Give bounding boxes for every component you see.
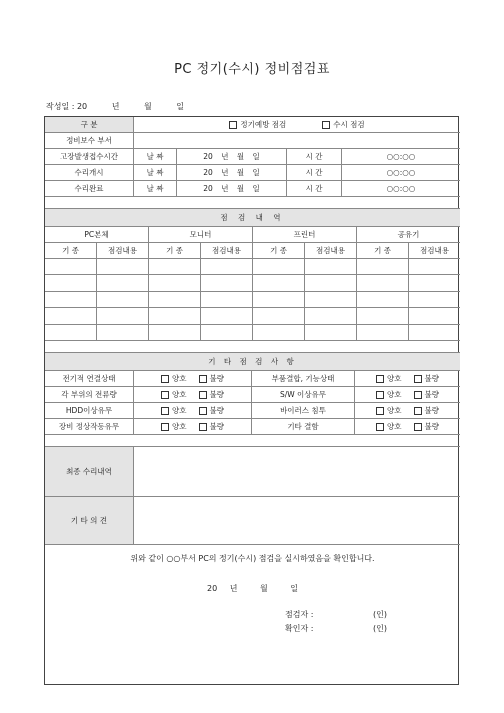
inspection-heading: 점 검 내 역 (45, 209, 460, 227)
checkbox-icon[interactable] (229, 121, 237, 129)
good-option[interactable] (376, 389, 402, 400)
dept-value[interactable] (134, 133, 460, 149)
bad-option[interactable] (414, 373, 440, 384)
inspection-cell[interactable] (149, 259, 201, 275)
date-label: 날 짜 (134, 181, 177, 197)
inspection-subcol-header: 점검내용 (409, 243, 460, 259)
checkbox-icon[interactable] (161, 391, 169, 399)
inspection-cell[interactable] (45, 292, 97, 308)
checkbox-icon[interactable] (161, 423, 169, 431)
bad-label: 불량 (209, 390, 224, 399)
time-label: 시 간 (287, 181, 342, 197)
checkbox-icon[interactable] (199, 407, 207, 415)
inspection-cell[interactable] (253, 308, 305, 324)
regular-option[interactable] (229, 119, 286, 130)
written-date-day: 일 (176, 102, 184, 111)
good-option[interactable] (161, 373, 187, 384)
good-option[interactable] (376, 373, 402, 384)
bad-option[interactable] (414, 405, 440, 416)
inspection-cell[interactable] (305, 308, 357, 324)
inspection-cell[interactable] (409, 325, 460, 341)
inspection-cell[interactable] (97, 325, 149, 341)
inspection-cell[interactable] (253, 275, 305, 291)
checkbox-icon[interactable] (322, 121, 330, 129)
category-label: 구 분 (45, 117, 134, 133)
bad-option[interactable] (199, 389, 225, 400)
other-item-check (134, 419, 252, 435)
inspection-cell[interactable] (201, 292, 253, 308)
inspection-cell[interactable] (357, 292, 409, 308)
good-label: 양호 (172, 390, 187, 399)
regular-option-label: 정기예방 점검 (240, 120, 287, 129)
checkbox-icon[interactable] (199, 375, 207, 383)
other-item-check (134, 403, 252, 419)
confirmer-label: 확인자 : (285, 624, 314, 633)
inspection-cell[interactable] (253, 292, 305, 308)
time-label: 시 간 (287, 165, 342, 181)
good-option[interactable] (161, 389, 187, 400)
inspection-cell[interactable] (201, 259, 253, 275)
bad-option[interactable] (414, 389, 440, 400)
bad-label: 불량 (209, 406, 224, 415)
other-item-label: 바이러스 침투 (252, 403, 355, 419)
written-date-line (46, 101, 206, 112)
inspection-group-header: PC본체 (45, 227, 149, 243)
inspection-cell[interactable] (357, 308, 409, 324)
confirm-month-unit: 월 (260, 584, 268, 593)
other-item-check (355, 403, 460, 419)
inspection-subcol-header: 점검내용 (305, 243, 357, 259)
good-label: 양호 (172, 406, 187, 415)
date-label: 날 짜 (134, 149, 177, 165)
confirm-date (45, 583, 460, 594)
adhoc-option[interactable] (322, 119, 364, 130)
final-repair-field[interactable] (134, 447, 460, 497)
checkbox-icon[interactable] (199, 423, 207, 431)
inspection-cell[interactable] (201, 275, 253, 291)
bad-label: 불량 (424, 390, 439, 399)
other-item-label: 전기적 연결상태 (45, 371, 134, 387)
time-value[interactable]: ○○:○○ (342, 181, 460, 197)
bad-option[interactable] (199, 421, 225, 432)
inspection-subcol-header: 기 종 (45, 243, 97, 259)
inspection-cell[interactable] (97, 292, 149, 308)
good-option[interactable] (376, 405, 402, 416)
spacer-row (45, 341, 460, 353)
checkbox-icon[interactable] (376, 375, 384, 383)
inspection-cell[interactable] (357, 259, 409, 275)
checkbox-icon[interactable] (414, 375, 422, 383)
inspection-cell[interactable] (149, 292, 201, 308)
date-value[interactable]: 20 년 월 일 (177, 181, 287, 197)
checkbox-icon[interactable] (199, 391, 207, 399)
bad-option[interactable] (414, 421, 440, 432)
good-option[interactable] (161, 421, 187, 432)
opinion-label: 기 타 의 견 (45, 497, 134, 545)
checkbox-icon[interactable] (414, 423, 422, 431)
inspection-subcol-header: 점검내용 (201, 243, 253, 259)
confirmer-seal: (인) (373, 624, 387, 633)
bad-label: 불량 (209, 422, 224, 431)
inspection-cell[interactable] (45, 259, 97, 275)
page-title: PC 정기(수시) 정비점검표 (174, 62, 330, 77)
time-row-label: 고장발생접수시간 (45, 149, 134, 165)
inspection-cell[interactable] (149, 308, 201, 324)
checkbox-icon[interactable] (161, 407, 169, 415)
other-item-label: 부품결합, 기능상태 (252, 371, 355, 387)
inspection-subcol-header: 기 종 (149, 243, 201, 259)
inspection-cell[interactable] (201, 308, 253, 324)
inspection-group-header: 공유기 (357, 227, 460, 243)
inspection-cell[interactable] (409, 308, 460, 324)
good-label: 양호 (387, 390, 402, 399)
final-repair-label: 최종 수리내역 (45, 447, 134, 497)
inspection-cell[interactable] (45, 325, 97, 341)
confirm-day-unit: 일 (290, 584, 299, 593)
inspection-cell[interactable] (305, 325, 357, 341)
inspection-cell[interactable] (45, 308, 97, 324)
other-item-check (134, 371, 252, 387)
other-item-label: 각 부위의 전류량 (45, 387, 134, 403)
confirm-statement: 위와 같이 ○○부서 PC의 정기(수시) 점검을 실시하였음을 확인합니다. (130, 554, 375, 563)
adhoc-option-label: 수시 점검 (333, 120, 365, 129)
checkbox-icon[interactable] (376, 423, 384, 431)
inspection-cell[interactable] (357, 325, 409, 341)
inspection-cell[interactable] (409, 259, 460, 275)
good-option[interactable] (161, 405, 187, 416)
good-label: 양호 (387, 406, 402, 415)
bad-label: 불량 (424, 406, 439, 415)
inspection-form (44, 116, 459, 685)
checkbox-icon[interactable] (414, 407, 422, 415)
bad-label: 불량 (424, 374, 439, 383)
checkbox-icon[interactable] (161, 375, 169, 383)
good-label: 양호 (172, 422, 187, 431)
other-item-check (134, 387, 252, 403)
good-label: 양호 (387, 422, 402, 431)
checkbox-icon[interactable] (376, 391, 384, 399)
spacer-row (45, 197, 460, 209)
bad-option[interactable] (199, 373, 225, 384)
other-item-label: S/W 이상유무 (252, 387, 355, 403)
inspection-cell[interactable] (409, 275, 460, 291)
bad-label: 불량 (209, 374, 224, 383)
inspection-cell[interactable] (45, 275, 97, 291)
bad-option[interactable] (199, 405, 225, 416)
good-label: 양호 (387, 374, 402, 383)
inspection-cell[interactable] (201, 325, 253, 341)
opinion-field[interactable] (134, 497, 460, 545)
time-row-label: 수리완료 (45, 181, 134, 197)
inspection-cell[interactable] (253, 259, 305, 275)
inspection-cell[interactable] (357, 275, 409, 291)
inspector-label: 점검자 : (285, 610, 314, 619)
other-item-label: 장비 정상작동유무 (45, 419, 134, 435)
inspection-cell[interactable] (149, 325, 201, 341)
date-value[interactable]: 20 년 월 일 (177, 149, 287, 165)
inspection-cell[interactable] (409, 292, 460, 308)
inspection-cell[interactable] (97, 259, 149, 275)
checkbox-icon[interactable] (376, 407, 384, 415)
inspection-subcol-header: 기 종 (253, 243, 305, 259)
other-item-label: 기타 결함 (252, 419, 355, 435)
inspection-subcol-header: 점검내용 (97, 243, 149, 259)
inspection-group-header: 프린터 (253, 227, 357, 243)
confirm-year: 20 (206, 584, 218, 593)
time-label: 시 간 (287, 149, 342, 165)
inspection-cell[interactable] (97, 275, 149, 291)
bad-label: 불량 (424, 422, 439, 431)
other-item-check (355, 387, 460, 403)
inspection-cell[interactable] (305, 292, 357, 308)
checkbox-icon[interactable] (414, 391, 422, 399)
other-heading: 기 타 점 검 사 항 (45, 353, 460, 371)
time-value[interactable]: ○○:○○ (342, 149, 460, 165)
inspection-cell[interactable] (97, 308, 149, 324)
inspector-seal: (인) (373, 610, 387, 619)
inspection-cell[interactable] (253, 325, 305, 341)
inspection-group-header: 모니터 (149, 227, 253, 243)
written-date-year: 년 (111, 102, 120, 111)
inspection-cell[interactable] (305, 275, 357, 291)
dept-label: 정비보수 부서 (45, 133, 134, 149)
spacer-row (45, 435, 460, 447)
time-row-label: 수리개시 (45, 165, 134, 181)
good-label: 양호 (172, 374, 187, 383)
written-date-label: 작성일 : 20 (46, 102, 88, 111)
inspection-cell[interactable] (149, 275, 201, 291)
time-value[interactable]: ○○:○○ (342, 165, 460, 181)
other-item-check (355, 371, 460, 387)
date-label: 날 짜 (134, 165, 177, 181)
date-value[interactable]: 20 년 월 일 (177, 165, 287, 181)
category-options (134, 117, 460, 133)
inspection-cell[interactable] (305, 259, 357, 275)
other-item-label: HDD이상유무 (45, 403, 134, 419)
written-date-month: 월 (143, 102, 152, 111)
other-item-check (355, 419, 460, 435)
good-option[interactable] (376, 421, 402, 432)
confirm-year-unit: 년 (229, 584, 238, 593)
inspection-subcol-header: 기 종 (357, 243, 409, 259)
